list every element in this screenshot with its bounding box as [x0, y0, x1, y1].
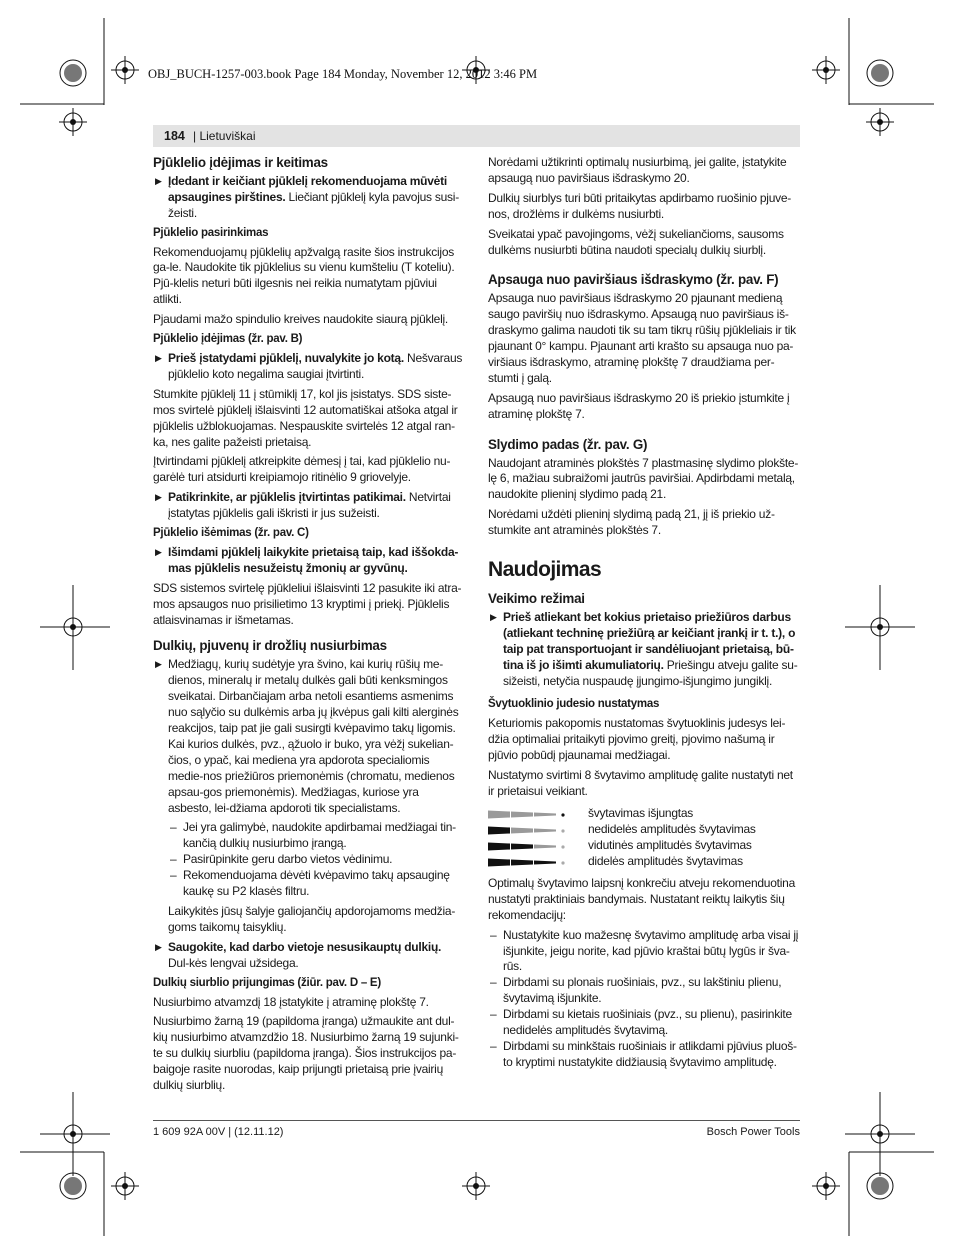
amplitude-segment — [511, 843, 533, 849]
dash-item: – Dirbdami su plonais ruošiniais, pvz., su lakštiniu plienu, švytavimą išjunkite. — [490, 975, 782, 1006]
triangle-bullet-icon: ▶ — [490, 611, 497, 622]
triangle-bullet-icon: ▶ — [155, 546, 162, 557]
dash-item: – Jei yra galimybė, naudokite apdirbamai medžiagai tin-kančią dulkių nusiurbimo įrangą. — [170, 820, 456, 851]
amplitude-dot — [561, 813, 564, 816]
subsection-title: Švytuoklinio judesio nustatymas — [488, 698, 660, 711]
amplitude-segment — [511, 827, 533, 833]
paragraph: Norėdami užtikrinti optimalų nusiurbimą, jei galite, įstatykite apsaugą nuo paviršiaus išdraskymo 20. — [488, 155, 787, 185]
paragraph: Nustatymo svirtimi 8 švytavimo amplitudę galite nustatyti net ir prietaisui veikiant. — [488, 768, 793, 798]
page-header-band — [153, 125, 800, 147]
paragraph: Norėdami uždėti plieninį slydimą padą 21, jį iš priekio už-stumkite ant atraminės plokštės 7. — [488, 507, 775, 538]
warning-bullet: ▶ Patikrinkite, ar pjūklelis įtvirtintas patikimai. Netvirtai įstatytas pjūklelis gali iškristi ir jus sužeisti. — [155, 490, 451, 521]
triangle-bullet-icon: ▶ — [155, 175, 162, 186]
warning-bullet: ▶ Medžiagų, kurių sudėtyje yra švino, kai kurių rūšių me-dienos, mineralų ir metalų dulkės gali būti kenksmingos sveikatai. Dirbančiajam arba netoli esantiems asmenims nuo sąlyčio su dulkėmis arba jų įkvėpus gali kilti alerginės reakcijos, taip pat jie gali susirgti kvėpavimo takų ligomis. Kai kurios dulkės, pvz., ąžuolo ir buko, yra vėžį sukelian-čios, o ypač, kai mediena yra apdorota specialiomis medie-nos priežiūros priemonėmis (chromatu, medienos apsau-gos priemonėmis). Medžiagas, kuriose yra asbesto, lei-džiama apdoroti tik specialistams. — [155, 657, 459, 815]
amplitude-segment — [534, 860, 556, 864]
amplitude-setting-icon — [488, 841, 566, 851]
paragraph: Rekomenduojamų pjūklelių apžvalgą rasite šios instrukcijos ga-le. Naudokite tik pjūklelius su vienu kumšteliu (T koteliu). Pjū-klelis neturi būti ilgesnis nei reikia numatytam pjūviui atlikti. — [153, 244, 455, 307]
paragraph: Nusiurbimo atvamzdį 18 įstatykite į atraminę plokštę 7. — [153, 994, 429, 1009]
triangle-bullet-icon: ▶ — [155, 492, 162, 503]
dash-item: – Dirbdami su minkštais ruošiniais ir atlikdami pjūvius pluoš-to kryptimi nustatykite didžiausią švytavimo amplitudę. — [490, 1038, 797, 1069]
subsection-title: Pjūklelio įdėjimas (žr. pav. B) — [153, 333, 303, 346]
right-column — [488, 155, 800, 1071]
paragraph: Optimalų švytavimo laipsnį konkrečiu atveju rekomenduotina nustatyti praktiniais bandymais. Nustatant reiktų laikytis šių rekomendacijų: — [488, 875, 795, 922]
page-language: | Lietuviškai — [193, 129, 256, 143]
amplitude-row: švytavimas išjungtas — [488, 806, 800, 822]
paragraph: Nusiurbimo žarną 19 (papildoma įranga) užmaukite ant dul-kių nusiurbimo atvamzdžio 18. Nusiurbimo žarną 19 sujunki-te su dulkių siurbliu (papildoma įranga). Šios instrukcijos pa-baigoje rasite nuorodas, kaip prijungti prietaisą prie įvairių dulkių siurblių. — [153, 1014, 459, 1093]
warning-bullet: ▶ Išimdami pjūklelį laikykite prietaisą taip, kad iššokda-mas pjūklelis nesužeistų žmonių ar gyvūnų. — [155, 544, 459, 575]
triangle-bullet-icon: ▶ — [155, 659, 162, 670]
dash-item: – Dirbdami su kietais ruošiniais (pvz., su plienu), pasirinkite nedidelės amplitudės švytavimą. — [490, 1007, 792, 1038]
footer-rule — [153, 1120, 800, 1121]
paragraph: Laikykitės jūsų šalyje galiojančių apdorojamoms medžia-goms taikomų taisyklių. — [168, 903, 456, 934]
subsection-title: Pjūklelio pasirinkimas — [153, 226, 269, 239]
paragraph: Stumkite pjūklelį 11 į stūmiklį 17, kol jis įsistatys. SDS siste-mos svirtelė pjūklelį išlaisvinti 12 automatiškai atšoka atgal ir pjūklelis užblokuojamas. Nespauskite svirtelės 12 atgal ran-ka, nes galite pažeisti prietaisą. — [153, 386, 458, 449]
warning-bullet: ▶ Prieš atliekant bet kokius prietaiso priežiūros darbus (atliekant techninę priežiūrą ar keičiant įrankį ir t. t.), o taip pat transportuojant ir sandėliuojant prietaisą, bū-tina iš jo išimti akumuliatorių. Priešingu atveju galite su-sižeisti, netyčia nuspaudę įjungimo-išjungimo jungiklį. — [490, 609, 798, 688]
paragraph: Apsauga nuo paviršiaus išdraskymo 20 pjaunant medieną saugo paviršių nuo išdraskymo. Apsaugą nuo paviršiaus iš-draskymo galima naudoti tik su tam tikrų rūšių pjūkleliais ir tik pjaunant 0° kampu. Pjaunant arti krašto su apsauga nuo pa-viršiaus išdraskymo, atraminę plokštę 7 draudžiama per-stumti į galą. — [488, 291, 796, 385]
paragraph: Pjaudami mažo spindulio kreives naudokite siaurą pjūklelį. — [153, 312, 448, 327]
warning-bullet: ▶ Prieš įstatydami pjūklelį, nuvalykite jo kotą. Nešvaraus pjūklelio koto negalima saugiai įtvirtinti. — [155, 350, 463, 381]
amplitude-segment — [488, 858, 510, 866]
subsection-title: Pjūklelio išėmimas (žr. pav. C) — [153, 527, 309, 540]
paragraph: Sveikatai ypač pavojingoms, vėžį sukeliančioms, sausoms dulkėms nusiurbti būtina naudoti specialų dulkių siurblį. — [488, 226, 784, 257]
paragraph: Keturiomis pakopomis nustatomas švytuoklinis judesys lei-džia optimaliai pritaikyti pjovimo greitį, pjovimo našumą ir pjūvio pobūdį pjaunamai medžiagai. — [488, 716, 786, 763]
amplitude-segment — [488, 826, 510, 834]
paragraph: Naudojant atraminės plokštės 7 plastmasinę slydimo plokšte-lę 6, mažiau subraižomi jautrūs paviršiai. Apdirbdami metalą, naudokite plieninį slydimo padą 21. — [488, 455, 799, 502]
footer-doc-number: 1 609 92A 00V | (12.11.12) — [153, 1126, 284, 1138]
amplitude-row: vidutinės amplitudės švytavimas — [488, 838, 800, 854]
triangle-bullet-icon: ▶ — [155, 352, 162, 363]
amplitude-segment — [511, 859, 533, 865]
section-title: Dulkių, pjuvenų ir drožlių nusiurbimas — [153, 638, 387, 654]
amplitude-dot — [561, 845, 564, 848]
footer-brand: Bosch Power Tools — [706, 1126, 800, 1138]
dash-item: – Pasirūpinkite geru darbo vietos vėdinimu. — [170, 852, 393, 867]
section-title: Slydimo padas (žr. pav. G) — [488, 436, 648, 452]
dash-item: – Nustatykite kuo mažesnę švytavimo amplitudę arba visai jį išjunkite, jeigu norite, kad pjūvio kraštai būtų lygūs ir šva-rūs. — [490, 927, 799, 974]
paragraph: Apsaugą nuo paviršiaus išdraskymo 20 iš priekio įstumkite į atraminę plokštę 7. — [488, 390, 790, 421]
chapter-title: Naudojimas — [488, 558, 602, 582]
amplitude-setting-icon — [488, 857, 566, 867]
triangle-bullet-icon: ▶ — [155, 941, 162, 952]
amplitude-dot — [561, 861, 564, 864]
warning-bullet: ▶ Įdedant ir keičiant pjūklelį rekomenduojama mūvėti apsaugines pirštines. Liečiant pjūklelį kyla pavojus susi-žeisti. — [155, 173, 459, 220]
amplitude-segment — [488, 810, 510, 818]
amplitude-segment — [534, 844, 556, 848]
amplitude-setting-icon — [488, 809, 566, 819]
amplitude-legend — [488, 806, 800, 870]
amplitude-row: didelės amplitudės švytavimas — [488, 854, 800, 870]
amplitude-setting-icon — [488, 825, 566, 835]
section-title: Pjūklelio įdėjimas ir keitimas — [153, 155, 328, 170]
paragraph: SDS sistemos svirtelę pjūkleliui išlaisvinti 12 pasukite iki atra-mos apsaugos nuo prisilietimo 13 kryptimi į priekį. Pjūklelis atlaisvinamas ir išmetamas. — [153, 580, 462, 627]
warning-bullet: ▶ Saugokite, kad darbo vietoje nesusikauptų dulkių. Dul-kės lengvai užsidega. — [155, 939, 442, 970]
amplitude-dot — [561, 829, 564, 832]
section-title: Apsauga nuo paviršiaus išdraskymo (žr. pav. F) — [488, 272, 779, 288]
paragraph: Įtvirtindami pjūklelį atkreipkite dėmesį į tai, kad pjūklelio nu-garėlė turi atsidurti kreipiamojo ritinėlio 9 griovelyje. — [153, 454, 451, 485]
dash-item: – Rekomenduojama dėvėti kvėpavimo takų apsauginę kaukę su P2 klasės filtru. — [170, 868, 450, 899]
left-column — [153, 155, 463, 1098]
amplitude-segment — [534, 812, 556, 816]
section-title: Veikimo režimai — [488, 591, 585, 607]
amplitude-segment — [534, 828, 556, 832]
amplitude-segment — [488, 842, 510, 850]
file-header: OBJ_BUCH-1257-003.book Page 184 Monday, November 12, 2012 3:46 PM — [148, 67, 538, 81]
page-number: 184 — [164, 129, 185, 143]
amplitude-row: nedidelės amplitudės švytavimas — [488, 822, 800, 838]
paragraph: Dulkių siurblys turi būti pritaikytas apdirbamo ruošinio pjuve-nos, drožlėms ir dulkėms nusiurbti. — [488, 190, 792, 221]
subsection-title: Dulkių siurblio prijungimas (žiūr. pav. D – E) — [153, 976, 381, 989]
amplitude-segment — [511, 811, 533, 817]
